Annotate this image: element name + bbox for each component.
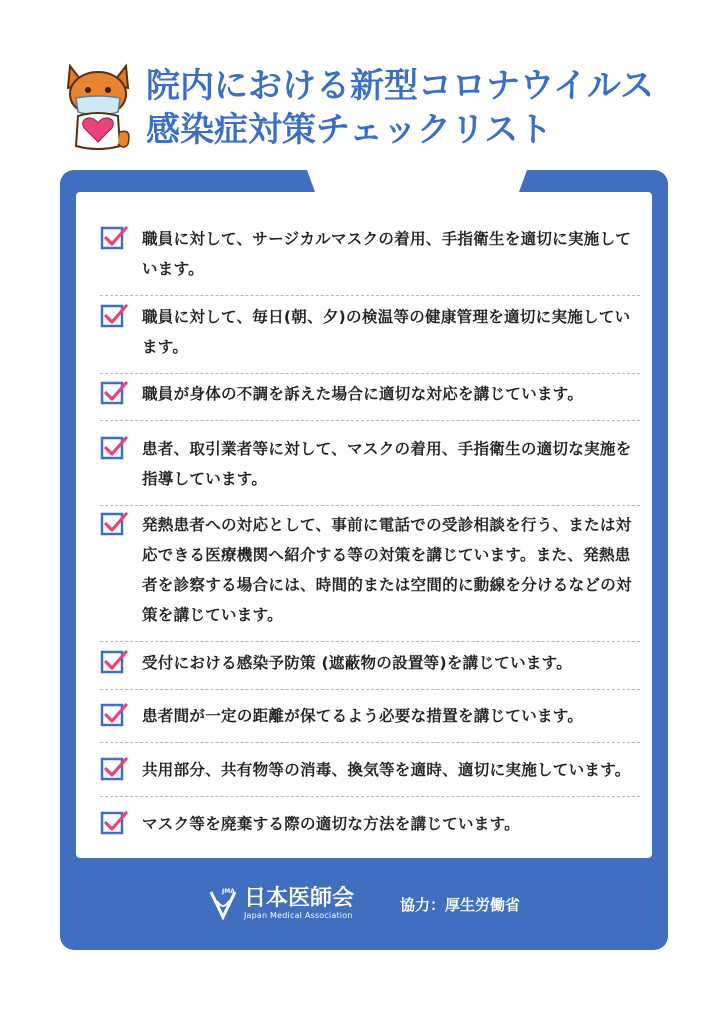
checkbox-checked-icon[interactable] xyxy=(100,224,128,252)
checkbox-checked-icon[interactable] xyxy=(100,510,128,538)
page-title xyxy=(146,64,706,152)
checklist-item-6[interactable] xyxy=(100,648,640,678)
checklist-item-text: 職員が身体の不調を訴えた場合に適切な対応を講じています。 xyxy=(142,385,584,403)
checklist-item-text: 職員に対して、サージカルマスクの着用、手指衛生を適切に実施しています。 xyxy=(142,230,632,278)
checkbox-checked-icon[interactable] xyxy=(100,755,128,783)
cooperation-text: 協力：厚生労働省 xyxy=(400,895,521,914)
checklist-item-2[interactable] xyxy=(100,302,640,362)
checklist-item-text: 患者間が一定の距離が保てるよう必要な措置を講じています。 xyxy=(142,707,584,725)
org-name-en: Japan Medical Association xyxy=(243,911,353,920)
checklist-item-3[interactable] xyxy=(100,379,640,409)
jma-logo-icon xyxy=(208,887,238,921)
checklist-item-4[interactable] xyxy=(100,434,640,494)
checklist-item-7[interactable] xyxy=(100,701,640,731)
jma-logo xyxy=(208,887,354,921)
checklist-panel xyxy=(76,192,652,858)
title-line-1: 院内における新型コロナウイルス xyxy=(146,66,654,106)
checkbox-checked-icon[interactable] xyxy=(100,379,128,407)
checklist-item-text: マスク等を廃棄する際の適切な方法を講じています。 xyxy=(142,815,520,833)
checklist-item-text: 発熱患者への対応として、事前に電話での受診相談を行う、または対応できる医療機関へ紹介する等の対策を講じています。また、発熱患者を診察する場合には、時間的または空間的に動線を分けるなどの対策を講じています。 xyxy=(142,516,632,624)
checklist-item-text: 患者、取引業者等に対して、マスクの着用、手指衛生の適切な実施を指導しています。 xyxy=(142,440,632,488)
mascot-icon xyxy=(62,62,134,154)
checkbox-checked-icon[interactable] xyxy=(100,809,128,837)
jma-logo-mark: JMA xyxy=(221,888,235,895)
checklist-item-text: 受付における感染予防策 (遮蔽物の設置等)を講じています。 xyxy=(142,654,573,672)
checklist-item-text: 共用部分、共有物等の消毒、換気等を適時、適切に実施しています。 xyxy=(142,761,631,779)
checklist-frame xyxy=(60,170,668,950)
checklist-item-5[interactable] xyxy=(100,510,640,630)
checklist-item-8[interactable] xyxy=(100,755,640,785)
checkbox-checked-icon[interactable] xyxy=(100,302,128,330)
title-line-2: 感染症対策チェックリスト xyxy=(146,110,553,150)
checklist-item-9[interactable] xyxy=(100,809,640,839)
checkbox-checked-icon[interactable] xyxy=(100,701,128,729)
checkbox-checked-icon[interactable] xyxy=(100,648,128,676)
checkbox-checked-icon[interactable] xyxy=(100,434,128,462)
checklist-item-1[interactable] xyxy=(100,224,640,284)
org-name: 日本医師会 xyxy=(243,886,354,911)
footer xyxy=(60,870,668,938)
checklist-item-text: 職員に対して、毎日(朝、夕)の検温等の健康管理を適切に実施しています。 xyxy=(142,308,631,356)
